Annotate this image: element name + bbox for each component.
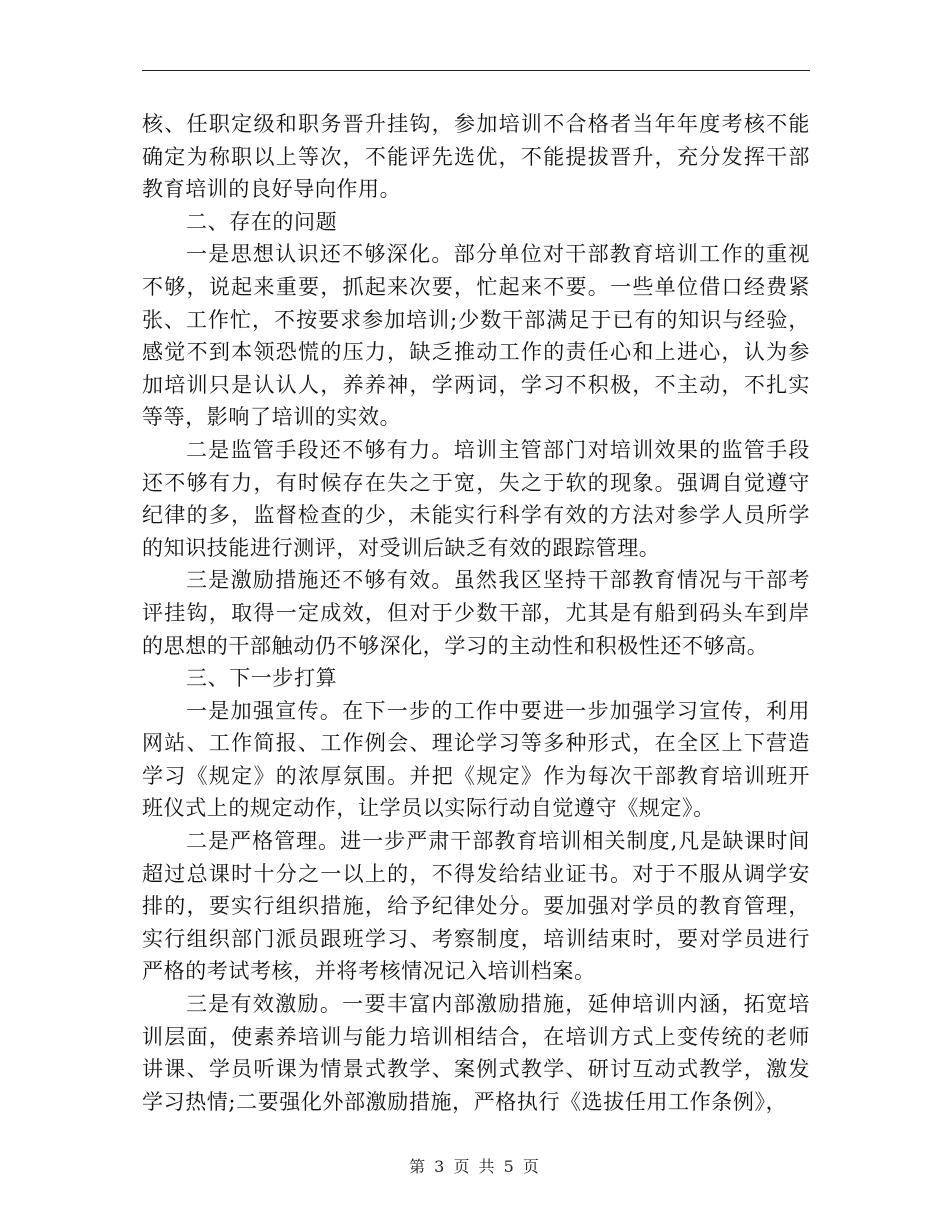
section-heading-next-steps: 三、下一步打算: [186, 666, 338, 691]
body-paragraph-continued: 核、任职定级和职务晋升挂钩，参加培训不合格者当年年度考核不能确定为称职以上等次，不能评先选优，不能提拔晋升，充分发挥干部教育培训的良好导向作用。: [142, 112, 810, 202]
document-body: [142, 108, 810, 1118]
section-heading-problems: 二、存在的问题: [186, 209, 338, 234]
body-paragraph: 二是严格管理。进一步严肃干部教育培训相关制度,凡是缺课时间超过总课时十分之一以上的，不得发给结业证书。对于不服从调学安排的，要实行组织措施，给予纪律处分。要加强对学员的教育管理，实行组织部门派员跟班学习、考察制度，培训结束时，要对学员进行严格的考试考核，并将考核情况记入培训档案。: [142, 829, 810, 984]
page-number: 第 3 页 共 5 页: [409, 1157, 541, 1176]
body-paragraph: 一是加强宣传。在下一步的工作中要进一步加强学习宣传，利用网站、工作简报、工作例会、理论学习等多种形式，在全区上下营造学习《规定》的浓厚氛围。并把《规定》作为每次干部教育培训班开班仪式上的规定动作，让学员以实际行动自觉遵守《规定》。: [142, 698, 810, 821]
body-paragraph: 二是监管手段还不够有力。培训主管部门对培训效果的监管手段还不够有力，有时候存在失之于宽，失之于软的现象。强调自觉遵守纪律的多，监督检查的少，未能实行科学有效的方法对参学人员所学的知识技能进行测评，对受训后缺乏有效的跟踪管理。: [142, 437, 810, 560]
body-paragraph: 一是思想认识还不够深化。部分单位对干部教育培训工作的重视不够，说起来重要，抓起来次要，忙起来不要。一些单位借口经费紧张、工作忙，不按要求参加培训;少数干部满足于已有的知识与经验，感觉不到本领恐慌的压力，缺乏推动工作的责任心和上进心，认为参加培训只是认认人，养养神，学两词，学习不积极，不主动，不扎实等等，影响了培训的实效。: [142, 242, 810, 430]
body-paragraph: 三是有效激励。一要丰富内部激励措施，延伸培训内涵，拓宽培训层面，使素养培训与能力培训相结合，在培训方式上变传统的老师讲课、学员听课为情景式教学、案例式教学、研讨互动式教学，激发学习热情;二要强化外部激励措施，严格执行《选拔任用工作条例》，: [142, 992, 810, 1114]
body-paragraph: 三是激励措施还不够有效。虽然我区坚持干部教育情况与干部考评挂钩，取得一定成效，但对于少数干部，尤其是有船到码头车到岸的思想的干部触动仍不够深化，学习的主动性和积极性还不够高。: [142, 568, 810, 658]
header-rule: [142, 70, 810, 71]
